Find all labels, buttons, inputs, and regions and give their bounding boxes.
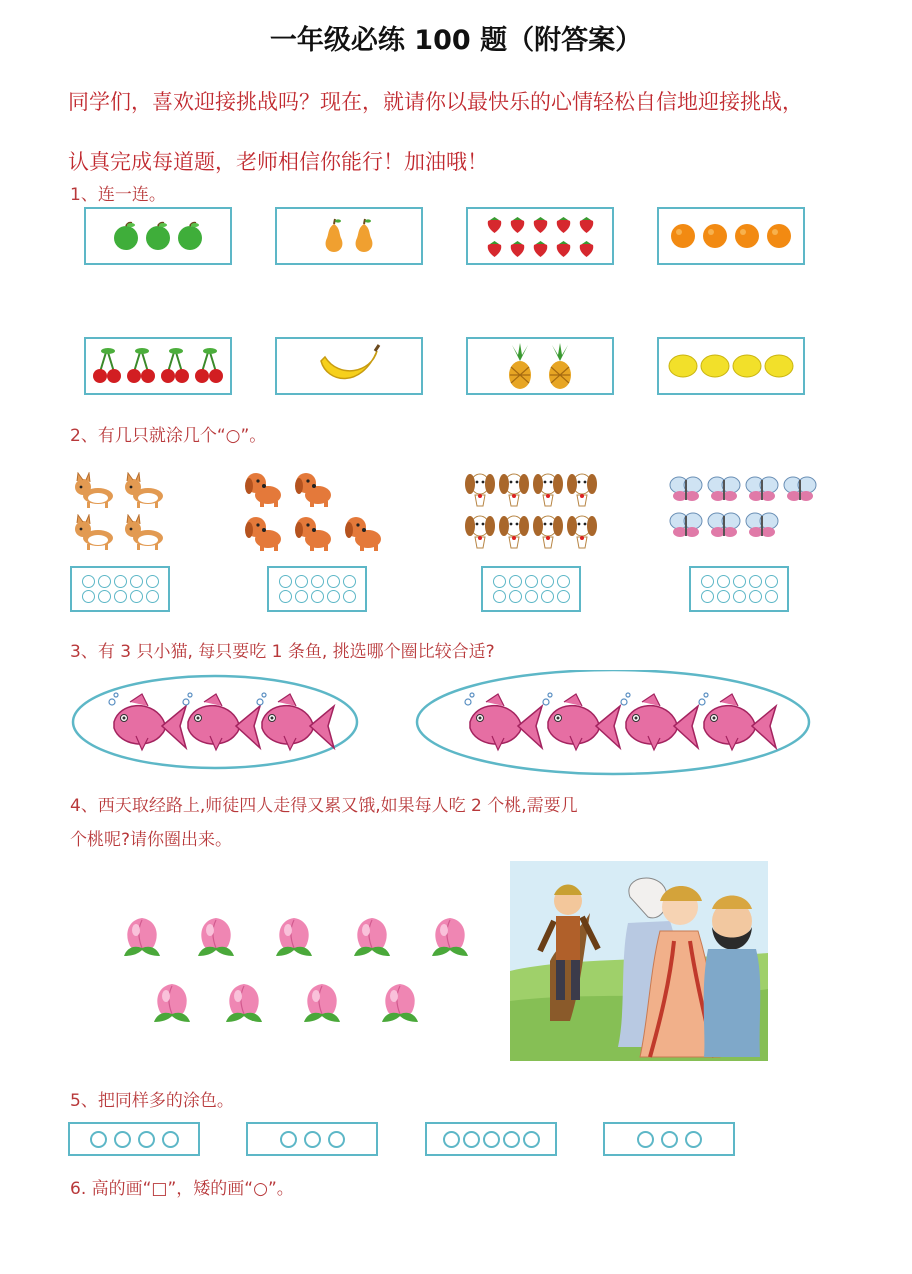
q1-box-oranges[interactable]: [657, 207, 805, 265]
intro-line-1: 同学们，喜欢迎接挑战吗？现在，就请你以最快乐的心情轻松自信地迎接挑战，: [68, 90, 803, 114]
page-title: 一年级必练 100 题（附答案）: [269, 25, 643, 56]
q2-answer-box-2[interactable]: [267, 566, 367, 612]
strawberry-icon: [532, 215, 549, 234]
pear-icon: [321, 218, 347, 254]
pear-icon: [351, 218, 377, 254]
lemon-icon: [763, 353, 795, 379]
peach-icon[interactable]: [304, 984, 340, 1022]
cherry-icon: [126, 346, 156, 386]
answer-circle[interactable]: [733, 575, 746, 588]
answer-circle[interactable]: [82, 575, 95, 588]
strawberry-icon: [486, 215, 503, 234]
q1-box-cherries[interactable]: [84, 337, 232, 395]
fish-icon: [109, 693, 186, 750]
q1-box-lemons[interactable]: [657, 337, 805, 395]
answer-circle[interactable]: [130, 575, 143, 588]
answer-circle[interactable]: [701, 575, 714, 588]
corgi-icon: [72, 514, 116, 552]
answer-circle[interactable]: [493, 575, 506, 588]
question-2-label: 2、有几只就涂几个“○”。: [70, 426, 267, 446]
answer-circle[interactable]: [509, 590, 522, 603]
fish-icon: [465, 693, 542, 750]
q1-box-pears[interactable]: [275, 207, 423, 265]
answer-circle[interactable]: [733, 590, 746, 603]
apple-icon: [112, 221, 140, 251]
answer-circle[interactable]: [701, 590, 714, 603]
strawberry-icon: [578, 215, 595, 234]
strawberry-icon: [509, 239, 526, 258]
answer-circle[interactable]: [311, 590, 324, 603]
strawberry-icon: [555, 215, 572, 234]
circle-mark: [90, 1131, 107, 1148]
answer-circle[interactable]: [765, 590, 778, 603]
puppy-icon: [342, 512, 386, 552]
fish-icon: [257, 693, 334, 750]
circle-mark: [661, 1131, 678, 1148]
butterfly-icon: [668, 510, 704, 540]
fish-icon: [183, 693, 260, 750]
corgi-icon: [72, 472, 116, 510]
answer-circle[interactable]: [279, 590, 292, 603]
answer-circle[interactable]: [130, 590, 143, 603]
q5-box-1[interactable]: [68, 1122, 200, 1156]
answer-circle[interactable]: [98, 590, 111, 603]
q2-answer-box-3[interactable]: [481, 566, 581, 612]
question-1-label: 1、连一连。: [70, 185, 166, 205]
answer-circle[interactable]: [749, 590, 762, 603]
q3-fish-ellipses: [70, 670, 830, 782]
beagle-icon: [532, 512, 564, 550]
q2-group-corgis: [72, 472, 176, 552]
beagle-icon: [566, 512, 598, 550]
peach-icon[interactable]: [382, 984, 418, 1022]
circle-mark: [328, 1131, 345, 1148]
circle-mark: [523, 1131, 540, 1148]
answer-circle[interactable]: [717, 575, 730, 588]
beagle-icon: [498, 470, 530, 508]
butterfly-icon: [744, 510, 780, 540]
question-4-label-line-2: 个桃呢?请你圈出来。: [70, 830, 233, 850]
answer-circle[interactable]: [98, 575, 111, 588]
apple-icon: [176, 221, 204, 251]
pineapple-icon: [542, 341, 578, 391]
beagle-icon: [498, 512, 530, 550]
cherry-icon: [160, 346, 190, 386]
fish-icon: [621, 693, 698, 750]
q1-box-apples[interactable]: [84, 207, 232, 265]
lemon-icon: [699, 353, 731, 379]
answer-circle[interactable]: [146, 575, 159, 588]
answer-circle[interactable]: [82, 590, 95, 603]
q1-box-banana[interactable]: [275, 337, 423, 395]
circle-mark: [443, 1131, 460, 1148]
puppy-icon: [242, 468, 286, 508]
fish-icon: [699, 693, 776, 750]
beagle-icon: [566, 470, 598, 508]
puppy-icon: [242, 512, 286, 552]
answer-circle[interactable]: [114, 575, 127, 588]
beagle-icon: [464, 470, 496, 508]
circle-mark: [685, 1131, 702, 1148]
answer-circle[interactable]: [541, 575, 554, 588]
q4-peaches: [118, 912, 478, 1028]
puppy-icon: [292, 468, 336, 508]
answer-circle[interactable]: [557, 590, 570, 603]
strawberry-icon: [509, 215, 526, 234]
pilgrims-illustration: [510, 861, 768, 1061]
corgi-icon: [122, 514, 166, 552]
answer-circle[interactable]: [749, 575, 762, 588]
answer-circle[interactable]: [343, 590, 356, 603]
question-3-label: 3、有 3 只小猫, 每只要吃 1 条鱼, 挑选哪个圈比较合适?: [70, 642, 495, 662]
question-5-label: 5、把同样多的涂色。: [70, 1091, 234, 1111]
circle-mark: [503, 1131, 520, 1148]
answer-circle[interactable]: [509, 575, 522, 588]
spacer: [342, 468, 386, 508]
question-4-label-line-1: 4、西天取经路上,师徒四人走得又累又饿,如果每人吃 2 个桃,需要几: [70, 796, 578, 816]
circle-mark: [637, 1131, 654, 1148]
butterfly-icon: [706, 510, 742, 540]
puppy-icon: [292, 512, 336, 552]
strawberry-icon: [486, 239, 503, 258]
strawberry-icon: [578, 239, 595, 258]
q2-group-butterflies: [668, 474, 828, 540]
cherry-icon: [92, 346, 122, 386]
strawberry-icon: [555, 239, 572, 258]
peach-icon[interactable]: [226, 984, 262, 1022]
q5-box-3[interactable]: [425, 1122, 557, 1156]
circle-mark: [483, 1131, 500, 1148]
lemon-icon: [667, 353, 699, 379]
answer-circle[interactable]: [557, 575, 570, 588]
answer-circle[interactable]: [343, 575, 356, 588]
peach-icon[interactable]: [124, 918, 160, 956]
answer-circle[interactable]: [525, 590, 538, 603]
answer-circle[interactable]: [541, 590, 554, 603]
q2-group-puppies: [242, 468, 402, 552]
circle-mark: [162, 1131, 179, 1148]
answer-circle[interactable]: [717, 590, 730, 603]
answer-circle[interactable]: [765, 575, 778, 588]
beagle-icon: [464, 512, 496, 550]
orange-icon: [669, 222, 697, 250]
banana-icon: [317, 343, 381, 389]
answer-circle[interactable]: [327, 575, 340, 588]
q2-answer-box-4[interactable]: [689, 566, 789, 612]
peach-icon[interactable]: [354, 918, 390, 956]
answer-circle[interactable]: [146, 590, 159, 603]
q5-box-2[interactable]: [246, 1122, 378, 1156]
q2-answer-box-1[interactable]: [70, 566, 170, 612]
answer-circle[interactable]: [295, 575, 308, 588]
butterfly-icon: [782, 474, 818, 504]
answer-circle[interactable]: [279, 575, 292, 588]
q1-box-strawberries[interactable]: [466, 207, 614, 265]
answer-circle[interactable]: [295, 590, 308, 603]
circle-mark: [138, 1131, 155, 1148]
butterfly-icon: [706, 474, 742, 504]
answer-circle[interactable]: [493, 590, 506, 603]
butterfly-icon: [744, 474, 780, 504]
cherry-icon: [194, 346, 224, 386]
circle-mark: [114, 1131, 131, 1148]
q5-box-4[interactable]: [603, 1122, 735, 1156]
q1-box-pineapples[interactable]: [466, 337, 614, 395]
orange-icon: [701, 222, 729, 250]
orange-icon: [733, 222, 761, 250]
answer-circle[interactable]: [525, 575, 538, 588]
peach-icon[interactable]: [432, 918, 468, 956]
peach-icon[interactable]: [198, 918, 234, 956]
lemon-icon: [731, 353, 763, 379]
circle-mark: [304, 1131, 321, 1148]
peach-icon[interactable]: [276, 918, 312, 956]
butterfly-icon: [668, 474, 704, 504]
answer-circle[interactable]: [311, 575, 324, 588]
apple-icon: [144, 221, 172, 251]
fish-icon: [543, 693, 620, 750]
orange-icon: [765, 222, 793, 250]
pineapple-icon: [502, 341, 538, 391]
answer-circle[interactable]: [327, 590, 340, 603]
circle-mark: [463, 1131, 480, 1148]
q2-group-beagles: [464, 470, 604, 550]
circle-mark: [280, 1131, 297, 1148]
beagle-icon: [532, 470, 564, 508]
strawberry-icon: [532, 239, 549, 258]
answer-circle[interactable]: [114, 590, 127, 603]
question-6-label: 6. 高的画“□”，矮的画“○”。: [70, 1179, 294, 1199]
corgi-icon: [122, 472, 166, 510]
intro-line-2: 认真完成每道题，老师相信你能行！加油哦！: [68, 150, 488, 174]
peach-icon[interactable]: [154, 984, 190, 1022]
